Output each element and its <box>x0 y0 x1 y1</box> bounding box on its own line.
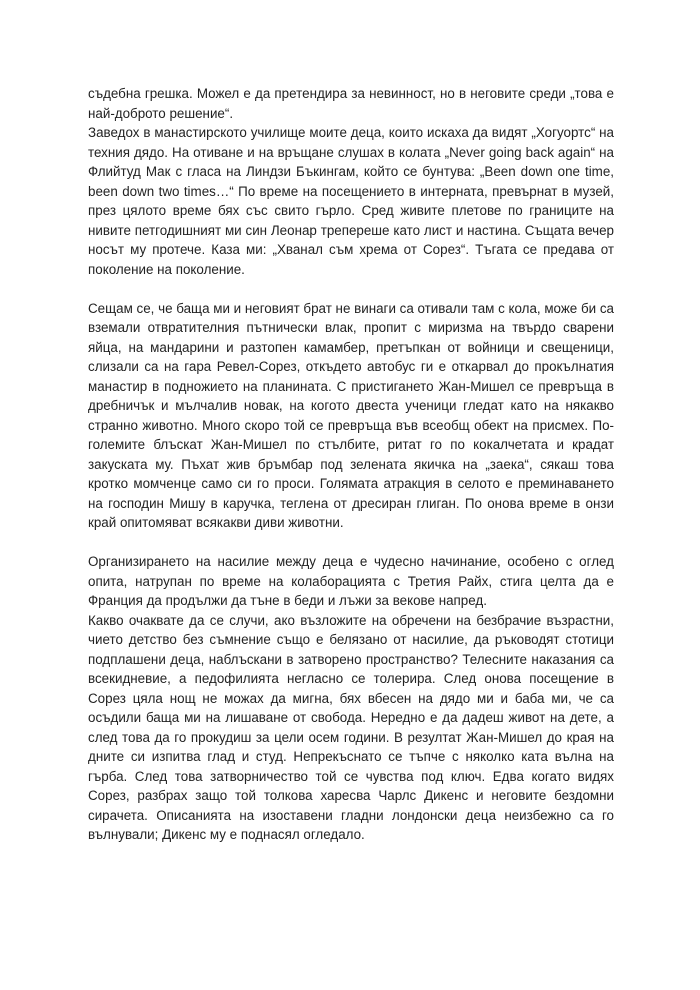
paragraph-1: съдебна грешка. Можел е да претендира за невинност, но в неговите среди „това е най-доброто решение“. <box>88 86 614 121</box>
paragraph-3: Сещам се, че баща ми и неговият брат не винаги са отивали там с кола, може би са вземали отвратителния пътнически влак, пропит с миризма на твърдо сварени яйца, на мандарини и разтопен камамбер, претъпкан от войници и свещеници, слизали са на гара Ревел-Сорез, откъдето автобус ги е откарвал до прокълнатия манастир в подножието на планината. С пристигането Жан-Мишел се превръща в дребничък и мълчалив новак, на когото двеста ученици гледат като на някакво странно животно. Много скоро той се превръща във всеобщ обект на присмех. По-големите блъскат Жан-Мишел по стълбите, ритат го по кокалчетата и крадат закуската му. Пъхат жив бръмбар под зелената якичка на „заека“, сякаш това кротко момченце само си го проси. Голямата атракция в селото е преминаването на господин Мишу в каручка, теглена от дресиран глиган. По онова време в онзи край опитомяват всякакви диви животни. <box>88 300 614 530</box>
paragraph-5: Какво очаквате да се случи, ако възложите на обречени на безбрачие възрастни, чието детство без съмнение също е белязано от насилие, да ръководят стотици подплашени деца, наблъскани в затворено пространство? Телесните наказания са всекидневие, а педофилията негласно се толерира. След онова посещение в Сорез цяла нощ не можах да мигна, бях вбесен на дядо ми и баба ми, че са осъдили баща ми на лишаване от свобода. Нередно е да дадеш живот на дете, а след това да го прокудиш за цели осем години. В резултат Жан-Мишел до края на дните си изпитва глад и студ. Непрекъснато се тъпче с няколко ката вълна на гърба. След това затворничество той се чувства под ключ. Едва когато видях Сорез, разбрах защо той толкова харесва Чарлс Дикенс и неговите бездомни сирачета. Описанията на изоставени гладни лондонски деца неизбежно са го вълнували; Дикенс му е поднасял огледало. <box>88 612 614 842</box>
document-body <box>88 84 614 845</box>
paragraph-2: Заведох в манастирското училище моите деца, които искаха да видят „Хогуортс“ на техния дядо. На отиване и на връщане слушах в колата „Never going back again“ на Флийтуд Мак с гласа на Линдзи Бъкингам, който се бунтува: „Been down one time, been down two times…“ По време на посещението в интерната, превърнат в музей, през цялото време бях със свито гърло. Сред живите плетове по границите на нивите петгодишният ми син Леонар трепереше като лист и настина. Същата вечер носът му протече. Каза ми: „Хванал съм хрема от Сорез“. Тъгата се предава от поколение на поколение. <box>88 125 614 277</box>
paragraph-4: Организирането на насилие между деца е чудесно начинание, особено с оглед опита, натрупан по време на колаборацията с Третия Райх, стига целта да е Франция да продължи да тъне в беди и лъжи за векове напред. <box>88 554 614 608</box>
